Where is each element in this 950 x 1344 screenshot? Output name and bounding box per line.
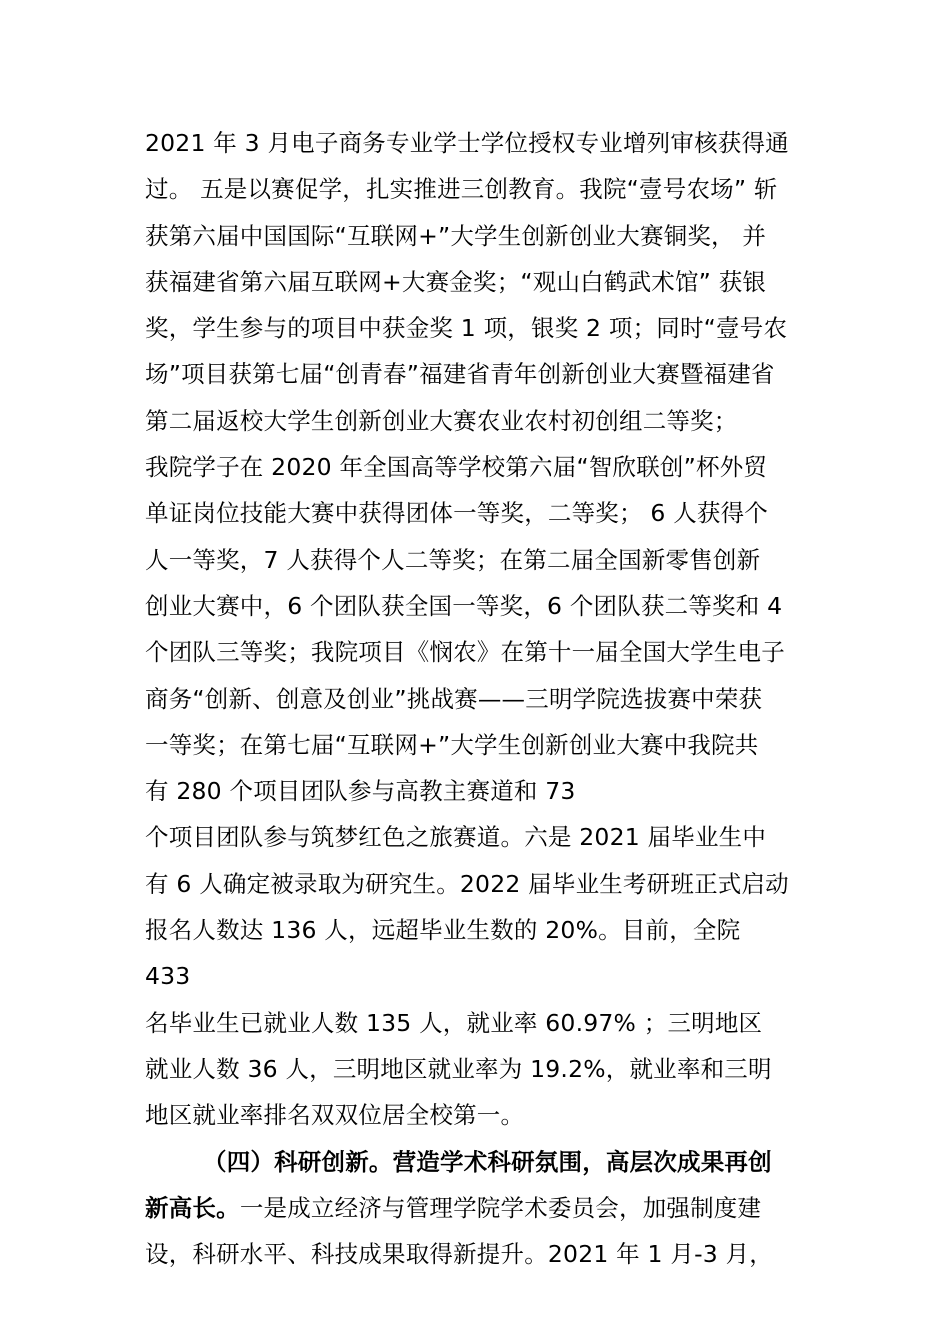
body-line: 商务“创新、创意及创业”挑战赛——三明学院选拔赛中荣获 xyxy=(145,684,763,713)
body-line: 我院学子在 2020 年全国高等学校第六届“智欣联创”杯外贸 xyxy=(145,453,768,482)
body-line: 433 xyxy=(145,962,191,991)
body-line: 场”项目获第七届“创青春”福建省青年创新创业大赛暨福建省 xyxy=(145,360,775,389)
body-line: 第二届返校大学生创新创业大赛农业农村初创组二等奖； xyxy=(145,406,738,435)
body-line: 报名人数达 136 人，远超毕业生数的 20%。目前，全院 xyxy=(145,916,741,945)
body-line: 有 280 个项目团队参与高教主赛道和 73 xyxy=(145,777,576,806)
section-heading-continuation xyxy=(145,1185,825,1231)
body-line: 个项目团队参与筑梦红色之旅赛道。六是 2021 届毕业生中 xyxy=(145,823,767,852)
body-line: 名毕业生已就业人数 135 人，就业率 60.97% ；三明地区 xyxy=(145,1008,763,1037)
body-line: 创业大赛中，6 个团队获全国一等奖，6 个团队获二等奖和 4 xyxy=(145,591,783,620)
section-body-start: 一是成立经济与管理学院学术委员会，加强制度建 xyxy=(239,1193,762,1222)
document-page xyxy=(145,120,825,1277)
body-line: 2021 年 3 月电子商务专业学士学位授权专业增列审核获得通 xyxy=(145,129,789,157)
body-line: 人一等奖，7 人获得个人二等奖；在第二届全国新零售创新 xyxy=(145,545,761,574)
body-line: 设，科研水平、科技成果取得新提升。2021 年 1 月-3 月， xyxy=(145,1240,773,1269)
section-heading: （四）科研创新。营造学术科研氛围，高层次成果再创 xyxy=(203,1147,772,1176)
body-line: 一等奖；在第七届“互联网+”大学生创新创业大赛中我院共 xyxy=(145,730,759,759)
body-line: 地区就业率排名双双位居全校第一。 xyxy=(145,1101,525,1130)
body-line: 个团队三等奖；我院项目《悯农》在第十一届全国大学生电子 xyxy=(145,638,785,667)
body-line: 有 6 人确定被录取为研究生。2022 届毕业生考研班正式启动 xyxy=(145,869,789,898)
body-line: 就业人数 36 人，三明地区就业率为 19.2%，就业率和三明 xyxy=(145,1054,772,1083)
body-line: 过。 五是以赛促学，扎实推进三创教育。我院“壹号农场” 斩 xyxy=(145,175,778,204)
body-line: 单证岗位技能大赛中获得团体一等奖，二等奖； 6 人获得个 xyxy=(145,499,768,528)
body-line: 获福建省第六届互联网+大赛金奖；“观山白鹤武术馆” 获银 xyxy=(145,267,767,296)
body-line: 奖，学生参与的项目中获金奖 1 项，银奖 2 项；同时“壹号农 xyxy=(145,314,788,343)
body-line: 获第六届中国国际“互联网+”大学生创新创业大赛铜奖， 并 xyxy=(145,221,767,250)
section-heading-tail: 新高长。 xyxy=(145,1193,240,1222)
